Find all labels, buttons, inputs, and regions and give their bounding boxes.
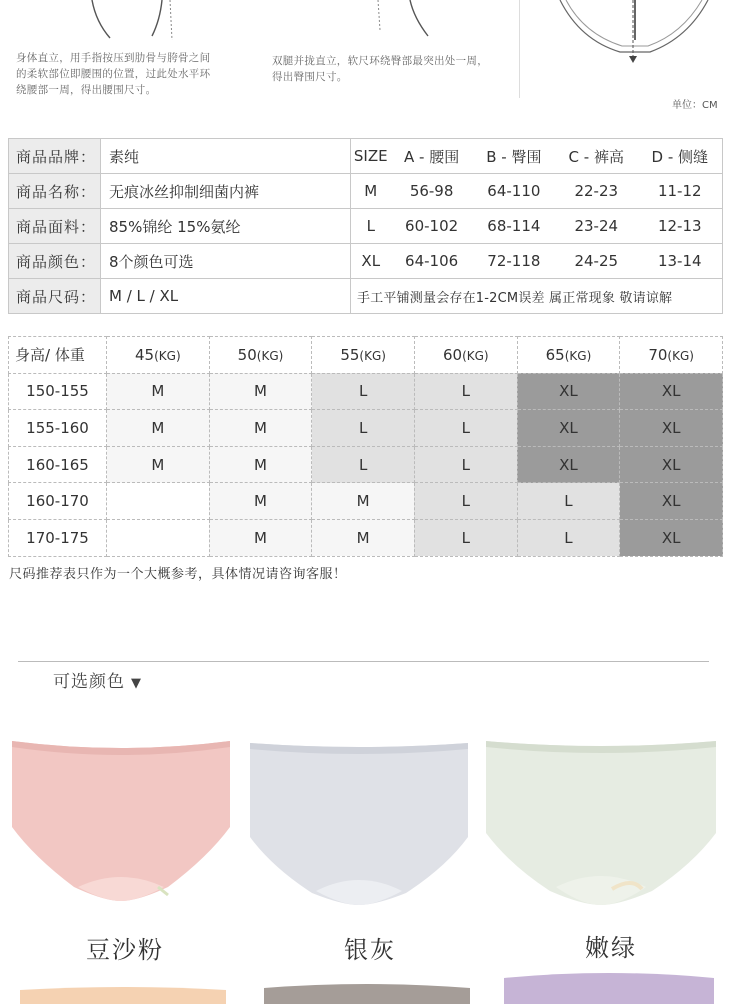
brand-value: 素纯 — [101, 139, 351, 174]
size-cell: 11-12 — [638, 174, 723, 209]
sizes-value: M / L / XL — [101, 279, 351, 314]
size-cell: M — [107, 373, 210, 410]
size-cell: M — [107, 446, 210, 483]
color-name-silver-grey: 银灰 — [344, 936, 396, 964]
size-cell: M — [209, 373, 312, 410]
waist-figure-illustration — [80, 0, 200, 45]
measurement-guide — [0, 0, 730, 130]
size-cell: XL — [351, 244, 391, 279]
size-cell — [107, 483, 210, 520]
size-cell: L — [351, 209, 391, 244]
unit-label: 单位：CM — [672, 100, 718, 111]
color-name-pink: 豆沙粉 — [86, 936, 164, 964]
table-row — [9, 446, 723, 483]
size-cell: 64-106 — [391, 244, 473, 279]
measurement-error-note: 手工平铺测量会存在1-2CM误差 属正常现象 敬请谅解 — [351, 279, 723, 314]
size-recommendation-table — [8, 336, 723, 557]
table-row — [9, 244, 723, 279]
size-cell: 56-98 — [391, 174, 473, 209]
size-cell: L — [312, 373, 415, 410]
size-cell: M — [209, 519, 312, 556]
triangle-down-icon: ▼ — [131, 676, 142, 691]
table-row — [9, 279, 723, 314]
size-disclaimer: 尺码推荐表只作为一个大概参考，具体情况请咨询客服！ — [9, 567, 347, 582]
table-row — [9, 410, 723, 447]
size-cell: M — [351, 174, 391, 209]
size-cell: 72-118 — [473, 244, 555, 279]
size-cell — [107, 519, 210, 556]
size-cell: L — [414, 373, 517, 410]
weight-header-65: 65(KG) — [517, 337, 620, 374]
hip-figure-illustration — [360, 0, 460, 45]
color-value: 8个颜色可选 — [101, 244, 351, 279]
color-section-title — [53, 667, 142, 692]
panty-swatch-nude — [18, 984, 228, 1004]
hip-note-line-2: 得出臀围尺寸。 — [272, 71, 348, 83]
size-cell: L — [517, 483, 620, 520]
size-cell: 60-102 — [391, 209, 473, 244]
size-cell: 12-13 — [638, 209, 723, 244]
size-cell: XL — [620, 519, 723, 556]
color-title-text: 可选颜色 — [53, 672, 125, 692]
size-cell: L — [517, 519, 620, 556]
size-cell: XL — [620, 373, 723, 410]
table-row — [9, 483, 723, 520]
name-value: 无痕冰丝抑制细菌内裤 — [101, 174, 351, 209]
size-cell: L — [414, 483, 517, 520]
hip-header: B - 臀围 — [473, 139, 555, 174]
height-weight-header: 身高/ 体重 — [9, 337, 107, 374]
section-divider — [18, 661, 709, 662]
table-row — [9, 519, 723, 556]
weight-header-50: 50(KG) — [209, 337, 312, 374]
color-name-light-green: 嫩绿 — [585, 934, 637, 962]
height-label: 160-170 — [9, 483, 107, 520]
weight-header-70: 70(KG) — [620, 337, 723, 374]
table-row — [9, 373, 723, 410]
size-cell: 22-23 — [555, 174, 638, 209]
size-cell: XL — [620, 410, 723, 447]
size-cell: 24-25 — [555, 244, 638, 279]
size-cell: M — [107, 410, 210, 447]
waist-note-line-3: 绕腰部一周，得出腰围尺寸。 — [16, 84, 157, 96]
hip-note-line-1: 双腿并拢直立，软尺环绕臀部最突出处一周， — [272, 55, 488, 67]
panty-swatch-light-green — [482, 737, 720, 907]
size-cell: XL — [517, 446, 620, 483]
color-label: 商品颜色： — [9, 244, 101, 279]
weight-header-60: 60(KG) — [414, 337, 517, 374]
size-cell: 23-24 — [555, 209, 638, 244]
table-row — [9, 209, 723, 244]
waist-header: A - 腰围 — [391, 139, 473, 174]
size-cell: M — [209, 446, 312, 483]
table-row — [9, 174, 723, 209]
panty-swatch-pink — [8, 737, 234, 903]
size-header: SIZE — [351, 139, 391, 174]
panty-swatch-silver-grey — [246, 737, 472, 907]
panty-diagram-illustration — [540, 0, 720, 70]
table-row — [9, 139, 723, 174]
size-cell: L — [312, 410, 415, 447]
fabric-label: 商品面料： — [9, 209, 101, 244]
weight-header-55: 55(KG) — [312, 337, 415, 374]
illustration-divider — [519, 0, 520, 98]
size-cell: L — [312, 446, 415, 483]
size-cell: 68-114 — [473, 209, 555, 244]
sizes-label: 商品尺码： — [9, 279, 101, 314]
size-cell: 64-110 — [473, 174, 555, 209]
table-row — [9, 337, 723, 374]
size-cell: XL — [517, 373, 620, 410]
product-info-table — [8, 138, 723, 314]
size-cell: M — [209, 483, 312, 520]
size-cell: L — [414, 519, 517, 556]
size-cell: XL — [620, 446, 723, 483]
size-cell: XL — [517, 410, 620, 447]
panty-swatch-lavender — [502, 970, 716, 1004]
waist-note-line-1: 身体直立，用手指按压到肋骨与胯骨之间 — [16, 52, 211, 64]
rise-header: C - 裤高 — [555, 139, 638, 174]
side-seam-header: D - 侧缝 — [638, 139, 723, 174]
name-label: 商品名称： — [9, 174, 101, 209]
waist-note-line-2: 的柔软部位即腰围的位置，过此处水平环 — [16, 68, 211, 80]
size-cell: M — [312, 519, 415, 556]
height-label: 170-175 — [9, 519, 107, 556]
size-cell: L — [414, 410, 517, 447]
size-cell: M — [312, 483, 415, 520]
size-cell: L — [414, 446, 517, 483]
size-cell: 13-14 — [638, 244, 723, 279]
height-label: 160-165 — [9, 446, 107, 483]
size-cell: M — [209, 410, 312, 447]
height-label: 155-160 — [9, 410, 107, 447]
weight-header-45: 45(KG) — [107, 337, 210, 374]
brand-label: 商品品牌： — [9, 139, 101, 174]
height-label: 150-155 — [9, 373, 107, 410]
panty-swatch-taupe — [262, 980, 472, 1004]
size-cell: XL — [620, 483, 723, 520]
fabric-value: 85%锦纶 15%氨纶 — [101, 209, 351, 244]
